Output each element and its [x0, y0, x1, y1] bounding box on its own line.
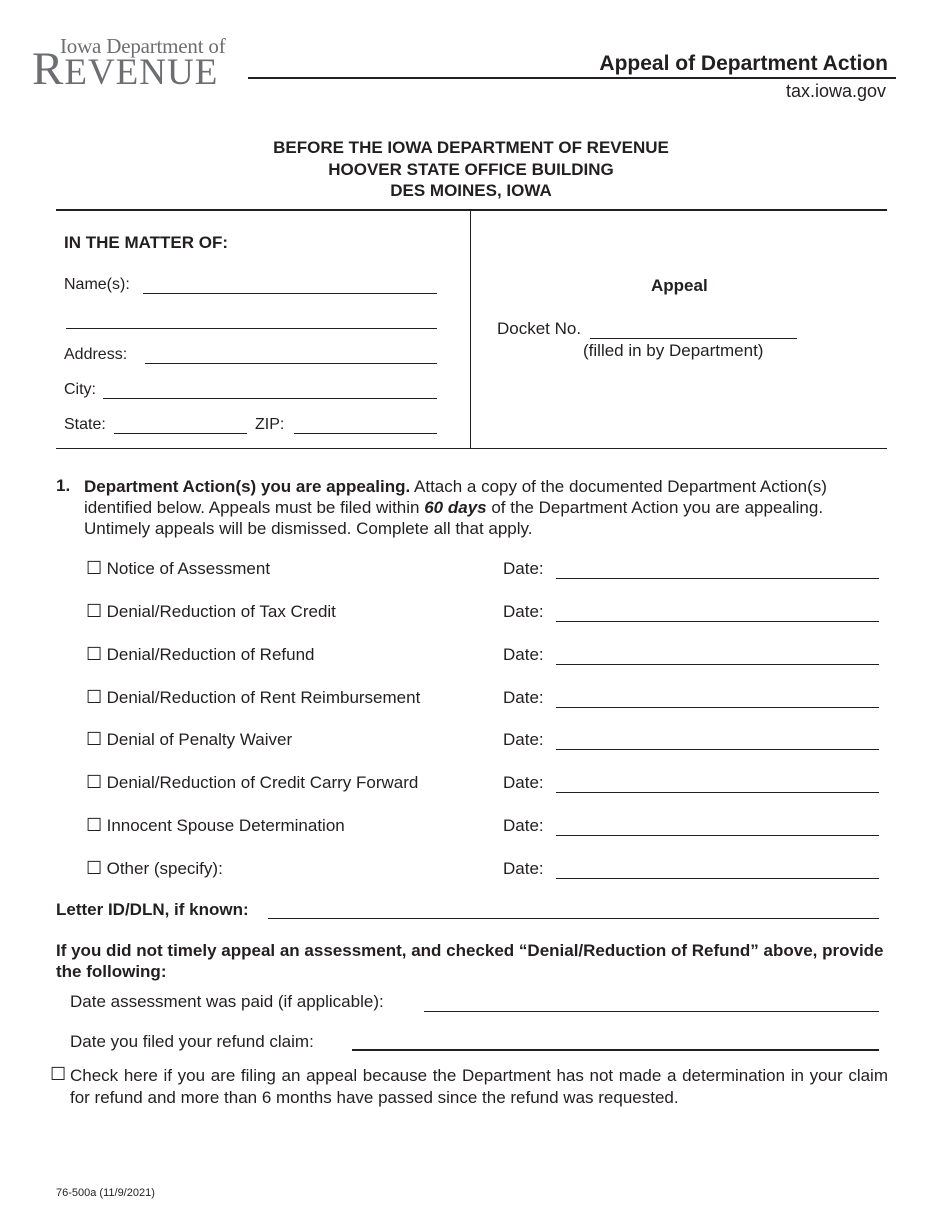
- checkbox-icon[interactable]: ☐: [86, 858, 103, 878]
- action-date-field[interactable]: [556, 775, 879, 793]
- action-checkbox-row[interactable]: [86, 601, 336, 622]
- date-label: Date:: [503, 688, 544, 707]
- section-1-number: 1.: [56, 476, 71, 495]
- checkbox-icon[interactable]: ☐: [86, 644, 103, 664]
- assessment-paid-label: Date assessment was paid (if applicable):: [70, 992, 384, 1011]
- action-date-field[interactable]: [556, 818, 879, 836]
- checkbox-icon[interactable]: ☐: [86, 815, 103, 835]
- docket-label: Docket No.: [497, 319, 582, 338]
- no-determination-text: Check here if you are filing an appeal because the Department has not made a determination in your claim for refund and more than 6 months have passed since the refund was requested.: [70, 1066, 888, 1107]
- action-date-field[interactable]: [556, 561, 879, 579]
- date-label: Date:: [503, 816, 544, 835]
- action-date-field[interactable]: [556, 604, 879, 622]
- action-date-field[interactable]: [556, 861, 879, 879]
- action-label: Denial/Reduction of Credit Carry Forward: [106, 773, 419, 792]
- letter-id-label: Letter ID/DLN, if known:: [56, 900, 249, 919]
- action-checkbox-row[interactable]: [86, 772, 418, 793]
- docket-number-field: [590, 321, 797, 339]
- city-field[interactable]: [103, 381, 437, 399]
- date-label: Date:: [503, 645, 544, 664]
- logo-department-text: Iowa Department of: [60, 34, 226, 58]
- caption-line-2: HOOVER STATE OFFICE BUILDING: [328, 160, 614, 179]
- box-bottom-rule: [56, 448, 887, 449]
- action-label: Denial/Reduction of Refund: [106, 645, 315, 664]
- action-checkbox-row[interactable]: [86, 644, 315, 665]
- action-date-field[interactable]: [556, 647, 879, 665]
- date-label: Date:: [503, 559, 544, 578]
- checkbox-icon[interactable]: ☐: [86, 687, 103, 707]
- checkbox-icon[interactable]: ☐: [86, 729, 103, 749]
- date-label: Date:: [503, 859, 544, 878]
- action-checkbox-row[interactable]: [86, 687, 420, 708]
- name-label: Name(s):: [64, 276, 130, 293]
- name-field[interactable]: [143, 276, 437, 294]
- checkbox-icon[interactable]: ☐: [86, 772, 103, 792]
- form-number: 76-500a (11/9/2021): [56, 1187, 155, 1199]
- state-field[interactable]: [114, 416, 247, 434]
- section-1-deadline: 60 days: [424, 498, 487, 517]
- action-label: Denial of Penalty Waiver: [106, 730, 293, 749]
- action-label: Denial/Reduction of Rent Reimbursement: [106, 688, 421, 707]
- action-date-field[interactable]: [556, 732, 879, 750]
- assessment-paid-date-field[interactable]: [424, 994, 879, 1012]
- website-link[interactable]: tax.iowa.gov: [785, 81, 886, 101]
- caption-line-3: DES MOINES, IOWA: [390, 181, 552, 200]
- action-label: Notice of Assessment: [106, 559, 271, 578]
- action-label: Other (specify):: [106, 859, 223, 878]
- action-date-field[interactable]: [556, 690, 879, 708]
- logo-revenue-initial: R: [32, 43, 65, 95]
- no-determination-checkbox-icon[interactable]: ☐: [50, 1064, 67, 1084]
- section-1-instructions: [84, 476, 889, 539]
- box-top-rule: [56, 209, 887, 211]
- date-label: Date:: [503, 602, 544, 621]
- refund-filed-label: Date you filed your refund claim:: [70, 1032, 314, 1051]
- section-1-title: Department Action(s) you are appealing.: [84, 477, 411, 496]
- checkbox-icon[interactable]: ☐: [86, 601, 103, 621]
- action-label: Denial/Reduction of Tax Credit: [106, 602, 336, 621]
- address-label: Address:: [64, 346, 128, 363]
- section-1-text-b: of the Department Action you are appealing. Untimely appeals will be dismissed. Complete all that apply.: [84, 498, 824, 538]
- matter-heading: IN THE MATTER OF:: [64, 233, 228, 252]
- checkbox-icon[interactable]: ☐: [86, 558, 103, 578]
- box-divider: [470, 210, 471, 449]
- section-1-text-a: Attach a copy of the documented Department Action(s) identified below. Appeals must be filed within: [84, 477, 827, 517]
- docket-note: (filled in by Department): [583, 341, 764, 360]
- header-rule: [248, 77, 896, 79]
- zip-label: ZIP:: [255, 416, 285, 433]
- refund-section-heading: If you did not timely appeal an assessment, and checked “Denial/Reduction of Refund” above, provide the following:: [56, 941, 884, 981]
- state-label: State:: [64, 416, 106, 433]
- date-label: Date:: [503, 773, 544, 792]
- appeal-heading: Appeal: [651, 276, 708, 295]
- name-field-line-2[interactable]: [66, 311, 437, 329]
- letter-id-field[interactable]: [268, 901, 879, 919]
- logo-revenue-rest: EVENUE: [64, 52, 219, 93]
- action-checkbox-row[interactable]: [86, 729, 292, 750]
- form-title: Appeal of Department Action: [599, 52, 888, 75]
- action-checkbox-row[interactable]: [86, 815, 345, 836]
- address-field[interactable]: [145, 346, 437, 364]
- action-label: Innocent Spouse Determination: [106, 816, 345, 835]
- city-label: City:: [64, 381, 96, 398]
- zip-field[interactable]: [294, 416, 437, 434]
- action-checkbox-row[interactable]: [86, 858, 223, 879]
- refund-filed-date-field[interactable]: [352, 1033, 879, 1051]
- caption-line-1: BEFORE THE IOWA DEPARTMENT OF REVENUE: [273, 138, 669, 157]
- action-checkbox-row[interactable]: [86, 558, 270, 579]
- date-label: Date:: [503, 730, 544, 749]
